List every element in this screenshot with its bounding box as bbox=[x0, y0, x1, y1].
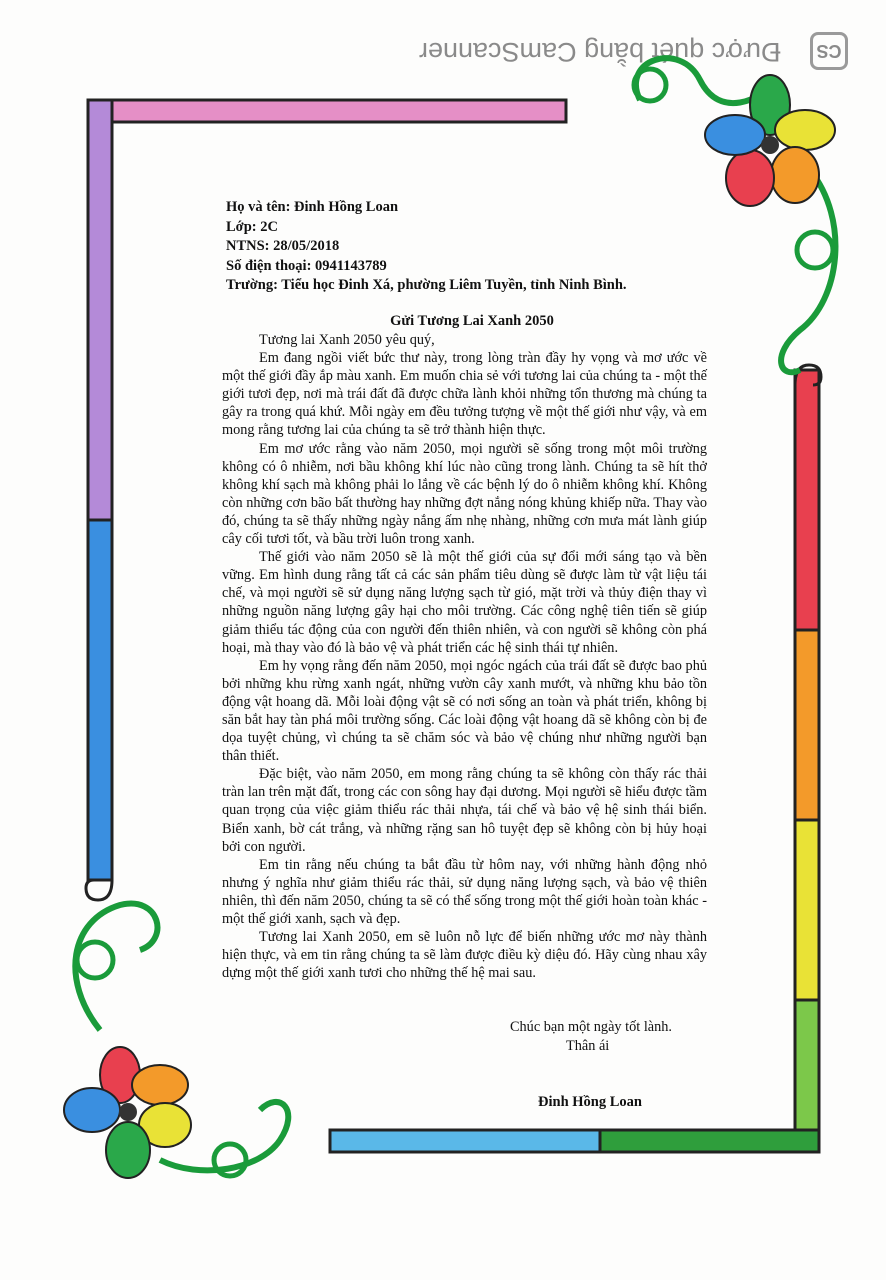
letter-paragraph: Em tin rằng nếu chúng ta bắt đầu từ hôm nay, với những hành động nhỏ nhưng ý nghĩa như giảm thiểu rác thải, sử dụng năng lượng sạch, và bảo vệ thiên nhiên, thì đến năm 2050, chúng ta sẽ có thể sống trong một thế giới hoàn toàn khác - một thế giới xanh, sạch và đẹp. bbox=[222, 856, 707, 927]
letter-paragraph: Tương lai Xanh 2050, em sẽ luôn nỗ lực để biến những ước mơ này thành hiện thực, và em tin rằng chúng ta sẽ làm được điều kỳ diệu đó. Hãy cùng nhau xây dựng một thế giới xanh tươi cho những thế hệ mai sau. bbox=[222, 929, 707, 982]
student-dob-line: NTNS: 28/05/2018 bbox=[226, 238, 340, 254]
letter-paragraph: Đặc biệt, vào năm 2050, em mong rằng chúng ta sẽ không còn thấy rác thải tràn lan trên mặt đất, trong các con sông hay đại dương. Mọi người sẽ hiểu được tầm quan trọng của việc giảm thiểu rác thải nhựa, tái chế và bảo vệ hệ sinh thái biển. Biển xanh, bờ cát trắng, và những rặng san hô tuyệt đẹp sẽ không còn bị hủy hoại bởi con người. bbox=[222, 766, 707, 855]
signature-name: Đinh Hồng Loan bbox=[538, 1094, 642, 1110]
student-class-line: Lớp: 2C bbox=[226, 218, 278, 235]
watermark-text: Được quét bằng CamScanner bbox=[418, 37, 780, 67]
letter-body bbox=[222, 331, 707, 982]
student-phone-line: Số điện thoại: 0941143789 bbox=[226, 257, 387, 274]
letter-paragraph: Em hy vọng rằng đến năm 2050, mọi ngóc ngách của trái đất sẽ được bao phủ bởi những khu rừng xanh ngát, những vườn cây xanh mướt, và những khu bảo tồn động vật hoang dã. Mỗi loài động vật sẽ có nơi sống an toàn và phát triển, không bị săn bắt hay tàn phá môi trường sống. Các loài động vật hoang dã sẽ không còn bị đe dọa tuyệt chủng, vì chúng ta sẽ chăm sóc và bảo vệ chúng như những người bạn thân thiết. bbox=[222, 657, 707, 765]
student-school-line: Trường: Tiểu học Đinh Xá, phường Liêm Tuyền, tỉnh Ninh Bình. bbox=[226, 277, 627, 293]
student-info-block bbox=[226, 198, 627, 296]
letter-paragraph: Em mơ ước rằng vào năm 2050, mọi người sẽ sống trong một môi trường không có ô nhiễm, nơi bầu không khí lúc nào cũng trong lành. Chúng ta sẽ hít thở không khí sạch mà không phải lo lắng về các bệnh lý do ô nhiễm không khí. Không còn những cơn bão bất thường hay những đợt nắng nóng khủng khiếp nữa. Thay vào đó, chúng ta sẽ thấy những ngày nắng ấm nhẹ nhàng, những cơn mưa mát lành giúp cây cối tươi tốt, và bầu trời luôn trong xanh. bbox=[222, 440, 707, 548]
camscanner-logo: CS bbox=[810, 32, 848, 70]
student-name-line: Họ và tên: Đinh Hồng Loan bbox=[226, 199, 399, 215]
closing-wish: Chúc bạn một ngày tốt lành. bbox=[510, 1019, 673, 1035]
letter-closing bbox=[510, 1018, 672, 1055]
letter-paragraph: Em đang ngồi viết bức thư này, trong lòng tràn đầy hy vọng và mơ ước về một thế giới đầy ắp màu xanh. Em muốn chia sẻ với tương lai của chúng ta - một thế giới tươi đẹp, nơi mà trái đất đã được chữa lành khỏi những tổn thương mà chúng ta gây ra trong quá khứ. Mỗi ngày em đều tưởng tượng về một thế giới như vậy, và em mong rằng tương lai của chúng ta sẽ trở thành hiện thực. bbox=[222, 350, 707, 439]
letter-paragraph: Thế giới vào năm 2050 sẽ là một thế giới của sự đổi mới sáng tạo và bền vững. Em hình dung rằng tất cả các sản phẩm tiêu dùng sẽ được làm từ vật liệu tái chế, và mọi người sẽ sử dụng năng lượng sạch từ gió, mặt trời và thủy điện thay vì những nguồn năng lượng gây hại cho môi trường. Các công nghệ tiên tiến sẽ giúp giảm thiểu tác động của con người đến thiên nhiên, và con người sẽ không còn phá hoại, mà thay vào đó là bảo vệ và phát triển các hệ sinh thái tự nhiên. bbox=[222, 549, 707, 656]
closing-regards: Thân ái bbox=[566, 1037, 610, 1054]
letter-title: Gửi Tương Lai Xanh 2050 bbox=[390, 313, 554, 329]
letter-greeting: Tương lai Xanh 2050 yêu quý, bbox=[259, 332, 435, 348]
